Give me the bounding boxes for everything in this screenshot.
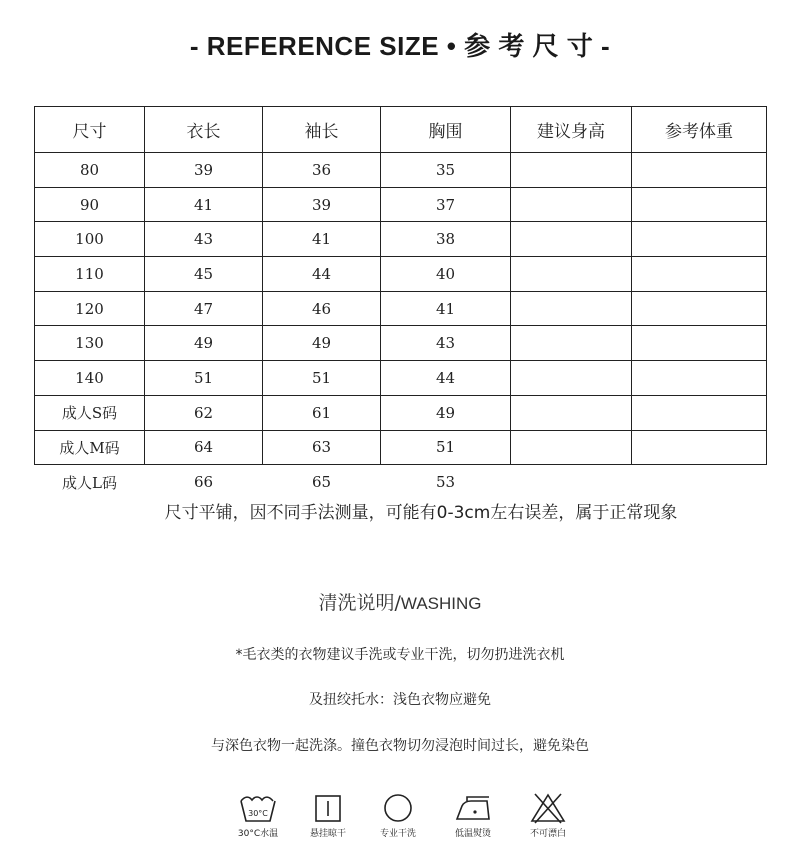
table-cell: 47 xyxy=(145,291,263,326)
dry-clean-icon xyxy=(378,792,418,824)
table-cell: 41 xyxy=(381,291,511,326)
table-cell: 64 xyxy=(145,430,263,465)
table-cell: 37 xyxy=(381,187,511,222)
table-cell: 45 xyxy=(145,257,263,292)
table-cell: 35 xyxy=(381,153,511,188)
table-row xyxy=(35,326,767,361)
table-cell: 41 xyxy=(263,222,381,257)
table-cell xyxy=(511,291,632,326)
table-cell xyxy=(632,291,767,326)
washing-title xyxy=(0,588,800,615)
iron-low-icon xyxy=(453,792,493,824)
table-cell xyxy=(632,257,767,292)
care-item xyxy=(512,792,584,839)
table-cell: 49 xyxy=(381,395,511,430)
washing-line: 与深色衣物一起洗涤。撞色衣物切勿浸泡时间过长，避免染色 xyxy=(211,738,589,754)
table-cell: 36 xyxy=(263,153,381,188)
table-cell: 成人S码 xyxy=(35,395,145,430)
table-row xyxy=(35,430,767,465)
table-cell: 53 xyxy=(381,465,511,500)
table-cell: 120 xyxy=(35,291,145,326)
table-cell: 38 xyxy=(381,222,511,257)
table-cell xyxy=(511,326,632,361)
table-cell: 62 xyxy=(145,395,263,430)
header-size: 尺寸 xyxy=(35,107,145,153)
table-cell: 51 xyxy=(263,361,381,396)
table-cell xyxy=(511,395,632,430)
wash-30-icon xyxy=(238,792,278,824)
table-row xyxy=(35,395,767,430)
table-cell: 成人L码 xyxy=(35,465,145,500)
table-cell: 100 xyxy=(35,222,145,257)
table-cell xyxy=(632,187,767,222)
care-label: 低温熨烫 xyxy=(454,829,491,839)
table-cell xyxy=(632,430,767,465)
table-cell: 110 xyxy=(35,257,145,292)
washing-title-cn: 清洗说明 xyxy=(318,592,395,614)
table-cell: 40 xyxy=(381,257,511,292)
care-item xyxy=(222,792,294,839)
header-weight: 参考体重 xyxy=(632,107,767,153)
table-cell: 51 xyxy=(145,361,263,396)
table-row xyxy=(35,465,767,500)
no-bleach-icon xyxy=(528,792,568,824)
table-cell xyxy=(632,326,767,361)
table-cell: 46 xyxy=(263,291,381,326)
care-label: 不可漂白 xyxy=(529,829,566,839)
table-cell: 39 xyxy=(263,187,381,222)
table-cell: 43 xyxy=(381,326,511,361)
table-cell xyxy=(511,222,632,257)
table-cell: 63 xyxy=(263,430,381,465)
table-cell xyxy=(511,187,632,222)
table-cell: 44 xyxy=(263,257,381,292)
table-cell: 65 xyxy=(263,465,381,500)
care-label: 30°C水温 xyxy=(237,829,279,839)
table-cell xyxy=(632,153,767,188)
table-cell xyxy=(632,465,767,500)
measurement-note: 尺寸平铺，因不同手法测量，可能有0-3cm左右误差，属于正常现象 xyxy=(164,503,678,523)
table-cell: 61 xyxy=(263,395,381,430)
table-cell xyxy=(511,361,632,396)
header-height: 建议身高 xyxy=(511,107,632,153)
table-cell: 51 xyxy=(381,430,511,465)
table-cell xyxy=(632,222,767,257)
table-cell xyxy=(511,257,632,292)
wash-temp-text: 30°C xyxy=(248,809,268,818)
table-cell: 41 xyxy=(145,187,263,222)
header-sleeve: 袖长 xyxy=(263,107,381,153)
table-cell: 140 xyxy=(35,361,145,396)
care-item xyxy=(362,792,434,839)
washing-title-en: WASHING xyxy=(400,594,482,613)
table-cell: 43 xyxy=(145,222,263,257)
care-label: 专业干洗 xyxy=(379,829,416,839)
care-label: 悬挂晾干 xyxy=(309,829,346,839)
table-cell xyxy=(511,430,632,465)
table-cell: 80 xyxy=(35,153,145,188)
table-cell: 49 xyxy=(145,326,263,361)
table-row xyxy=(35,291,767,326)
table-row xyxy=(35,361,767,396)
care-item xyxy=(292,792,364,839)
table-row xyxy=(35,153,767,188)
table-cell: 49 xyxy=(263,326,381,361)
table-cell: 66 xyxy=(145,465,263,500)
care-icons xyxy=(222,792,602,852)
size-table xyxy=(34,106,767,499)
washing-line: *毛衣类的衣物建议手洗或专业干洗，切勿扔进洗衣机 xyxy=(235,647,565,663)
table-row xyxy=(35,257,767,292)
table-cell xyxy=(632,361,767,396)
header-length: 衣长 xyxy=(145,107,263,153)
washing-title-sep: / xyxy=(394,592,401,614)
hang-dry-icon xyxy=(308,792,348,824)
table-cell: 44 xyxy=(381,361,511,396)
table-cell xyxy=(511,465,632,500)
header-chest: 胸围 xyxy=(381,107,511,153)
table-row xyxy=(35,187,767,222)
washing-line: 及扭绞托水：浅色衣物应避免 xyxy=(309,692,491,708)
table-cell: 成人M码 xyxy=(35,430,145,465)
table-header-row xyxy=(35,107,767,153)
table-cell: 130 xyxy=(35,326,145,361)
table-cell: 90 xyxy=(35,187,145,222)
table-cell: 39 xyxy=(145,153,263,188)
table-row xyxy=(35,222,767,257)
table-cell xyxy=(511,153,632,188)
care-item xyxy=(437,792,509,839)
page-title: - REFERENCE SIZE • 参 考 尺 寸 - xyxy=(189,31,611,61)
table-cell xyxy=(632,395,767,430)
